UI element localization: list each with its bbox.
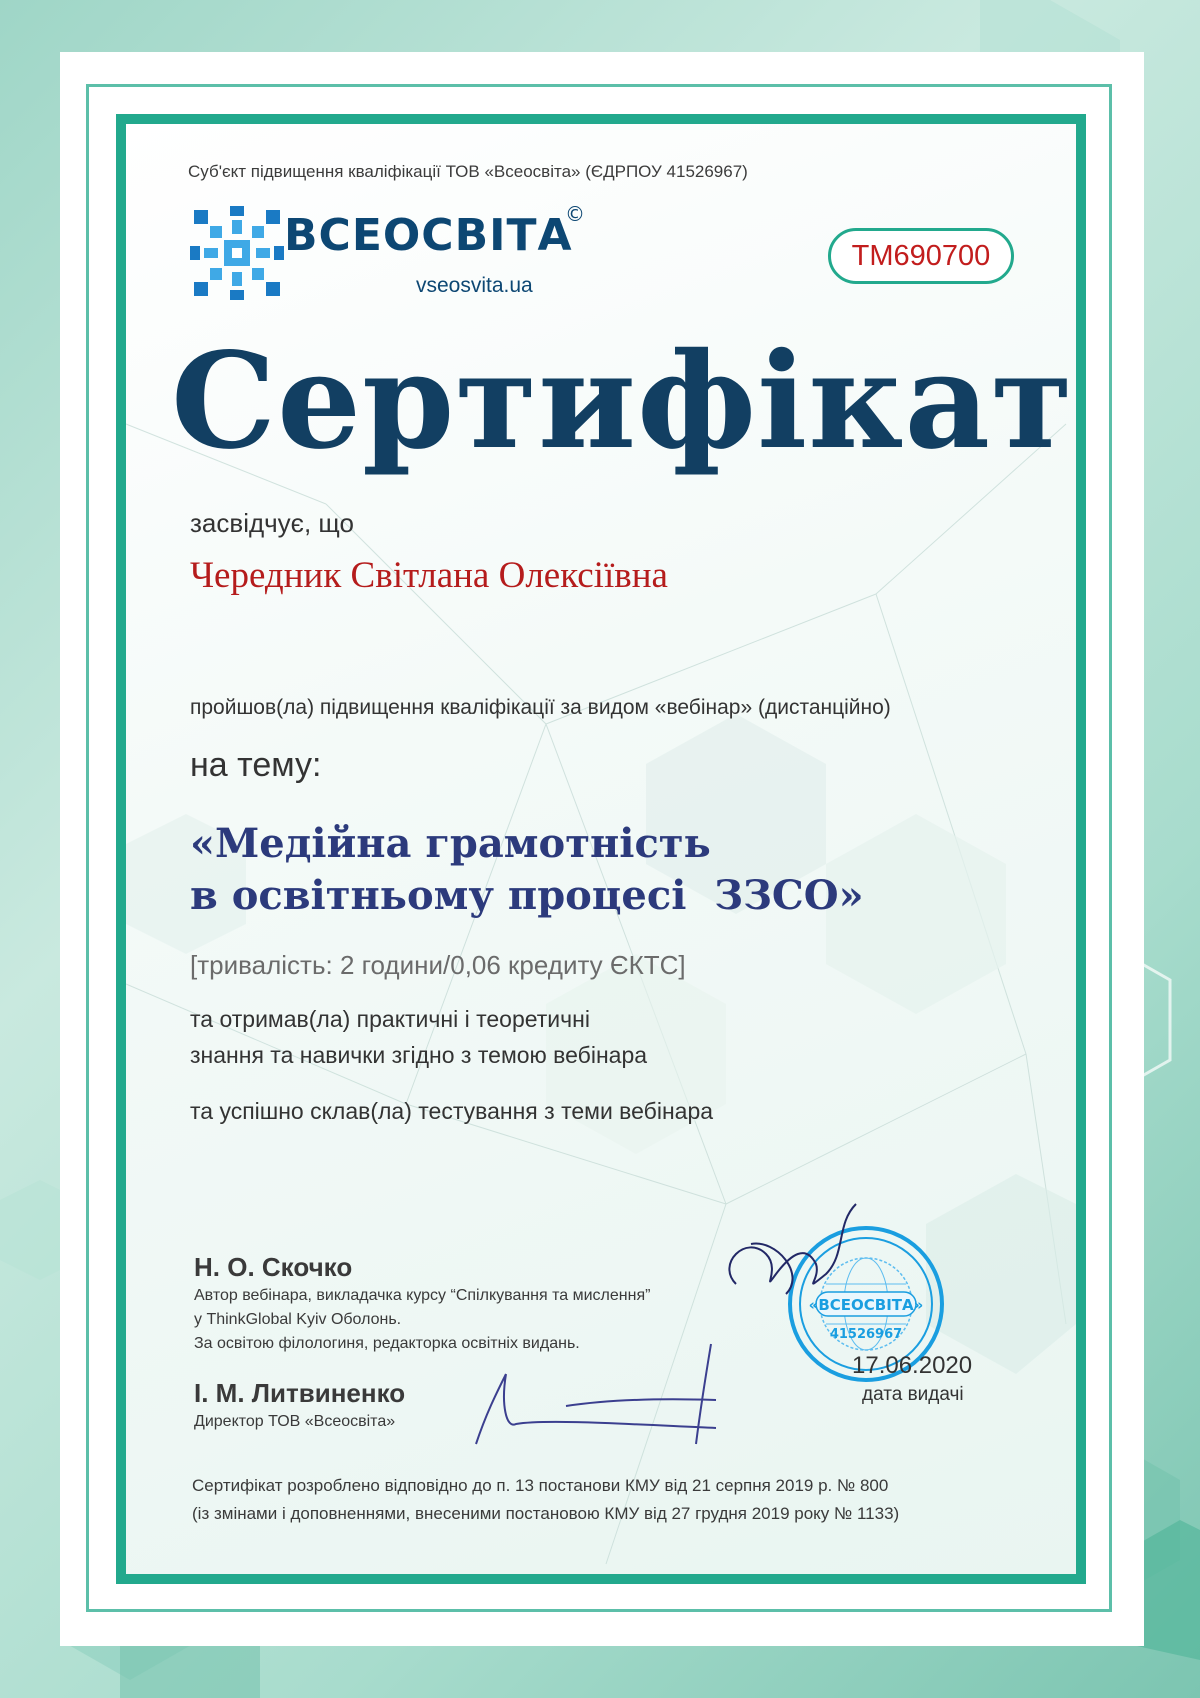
director-signature bbox=[456, 1334, 816, 1454]
issue-date-label: дата видачі bbox=[862, 1384, 964, 1405]
snowflake-ornament-icon bbox=[190, 206, 284, 300]
provider-subject: Суб'єкт підвищення кваліфікації ТОВ «Всеосвіта» (ЄДРПОУ 41526967) bbox=[188, 162, 748, 181]
author-description-line1: Автор вебінара, викладачка курсу “Спілкування та мислення” bbox=[194, 1287, 651, 1304]
received-text-line2: знання та навички згідно з темою вебінара bbox=[190, 1042, 648, 1068]
author-signature bbox=[706, 1184, 886, 1324]
recipient-name: Чередник Світлана Олексіївна bbox=[190, 555, 668, 596]
legal-note-line1: Сертифікат розроблено відповідно до п. 13 постанови КМУ від 21 серпня 2019 р. № 800 bbox=[192, 1476, 889, 1495]
topic-label: на тему: bbox=[190, 746, 322, 784]
logo-wordmark: ВСЕОСВІТА bbox=[284, 210, 573, 261]
issue-date: 17.06.2020 bbox=[852, 1352, 973, 1379]
legal-note-line2: (із змінами і доповненнями, внесеними постановою КМУ від 27 грудня 2019 року № 1133) bbox=[192, 1504, 900, 1523]
logo-url: vseosvita.ua bbox=[416, 274, 533, 297]
tested-text: та успішно склав(ла) тестування з теми вебінара bbox=[190, 1098, 714, 1124]
author-description-line3: За освітою філологиня, редакторка освітніх видань. bbox=[194, 1335, 580, 1352]
author-name: Н. О. Скочко bbox=[194, 1252, 353, 1282]
stamp-code: 41526967 bbox=[829, 1327, 903, 1342]
qualification-statement: пройшов(ла) підвищення кваліфікації за видом «вебінар» (дистанційно) bbox=[190, 696, 891, 719]
stamp-center-text: «ВСЕОСВІТА» bbox=[808, 1296, 924, 1314]
received-text-line1: та отримав(ла) практичні і теоретичні bbox=[190, 1006, 590, 1032]
topic-title-line2: в освітньому процесі ЗЗСО» bbox=[190, 872, 864, 919]
certificate-number-badge: ТМ690700 bbox=[828, 228, 1014, 284]
certificate-content bbox=[116, 114, 1086, 1584]
director-title: Директор ТОВ «Всеосвіта» bbox=[194, 1413, 396, 1430]
certificate-title: Сертифікат bbox=[171, 324, 1074, 479]
topic-title-line1: «Медійна грамотність bbox=[190, 820, 711, 867]
certifies-text: засвідчує, що bbox=[190, 508, 354, 538]
director-name: І. М. Литвиненко bbox=[194, 1378, 406, 1408]
copyright-mark: © bbox=[565, 202, 585, 226]
duration-text: [тривалість: 2 години/0,06 кредиту ЄКТС] bbox=[190, 950, 686, 980]
author-description-line2: у ThinkGlobal Kyiv Оболонь. bbox=[194, 1311, 402, 1328]
